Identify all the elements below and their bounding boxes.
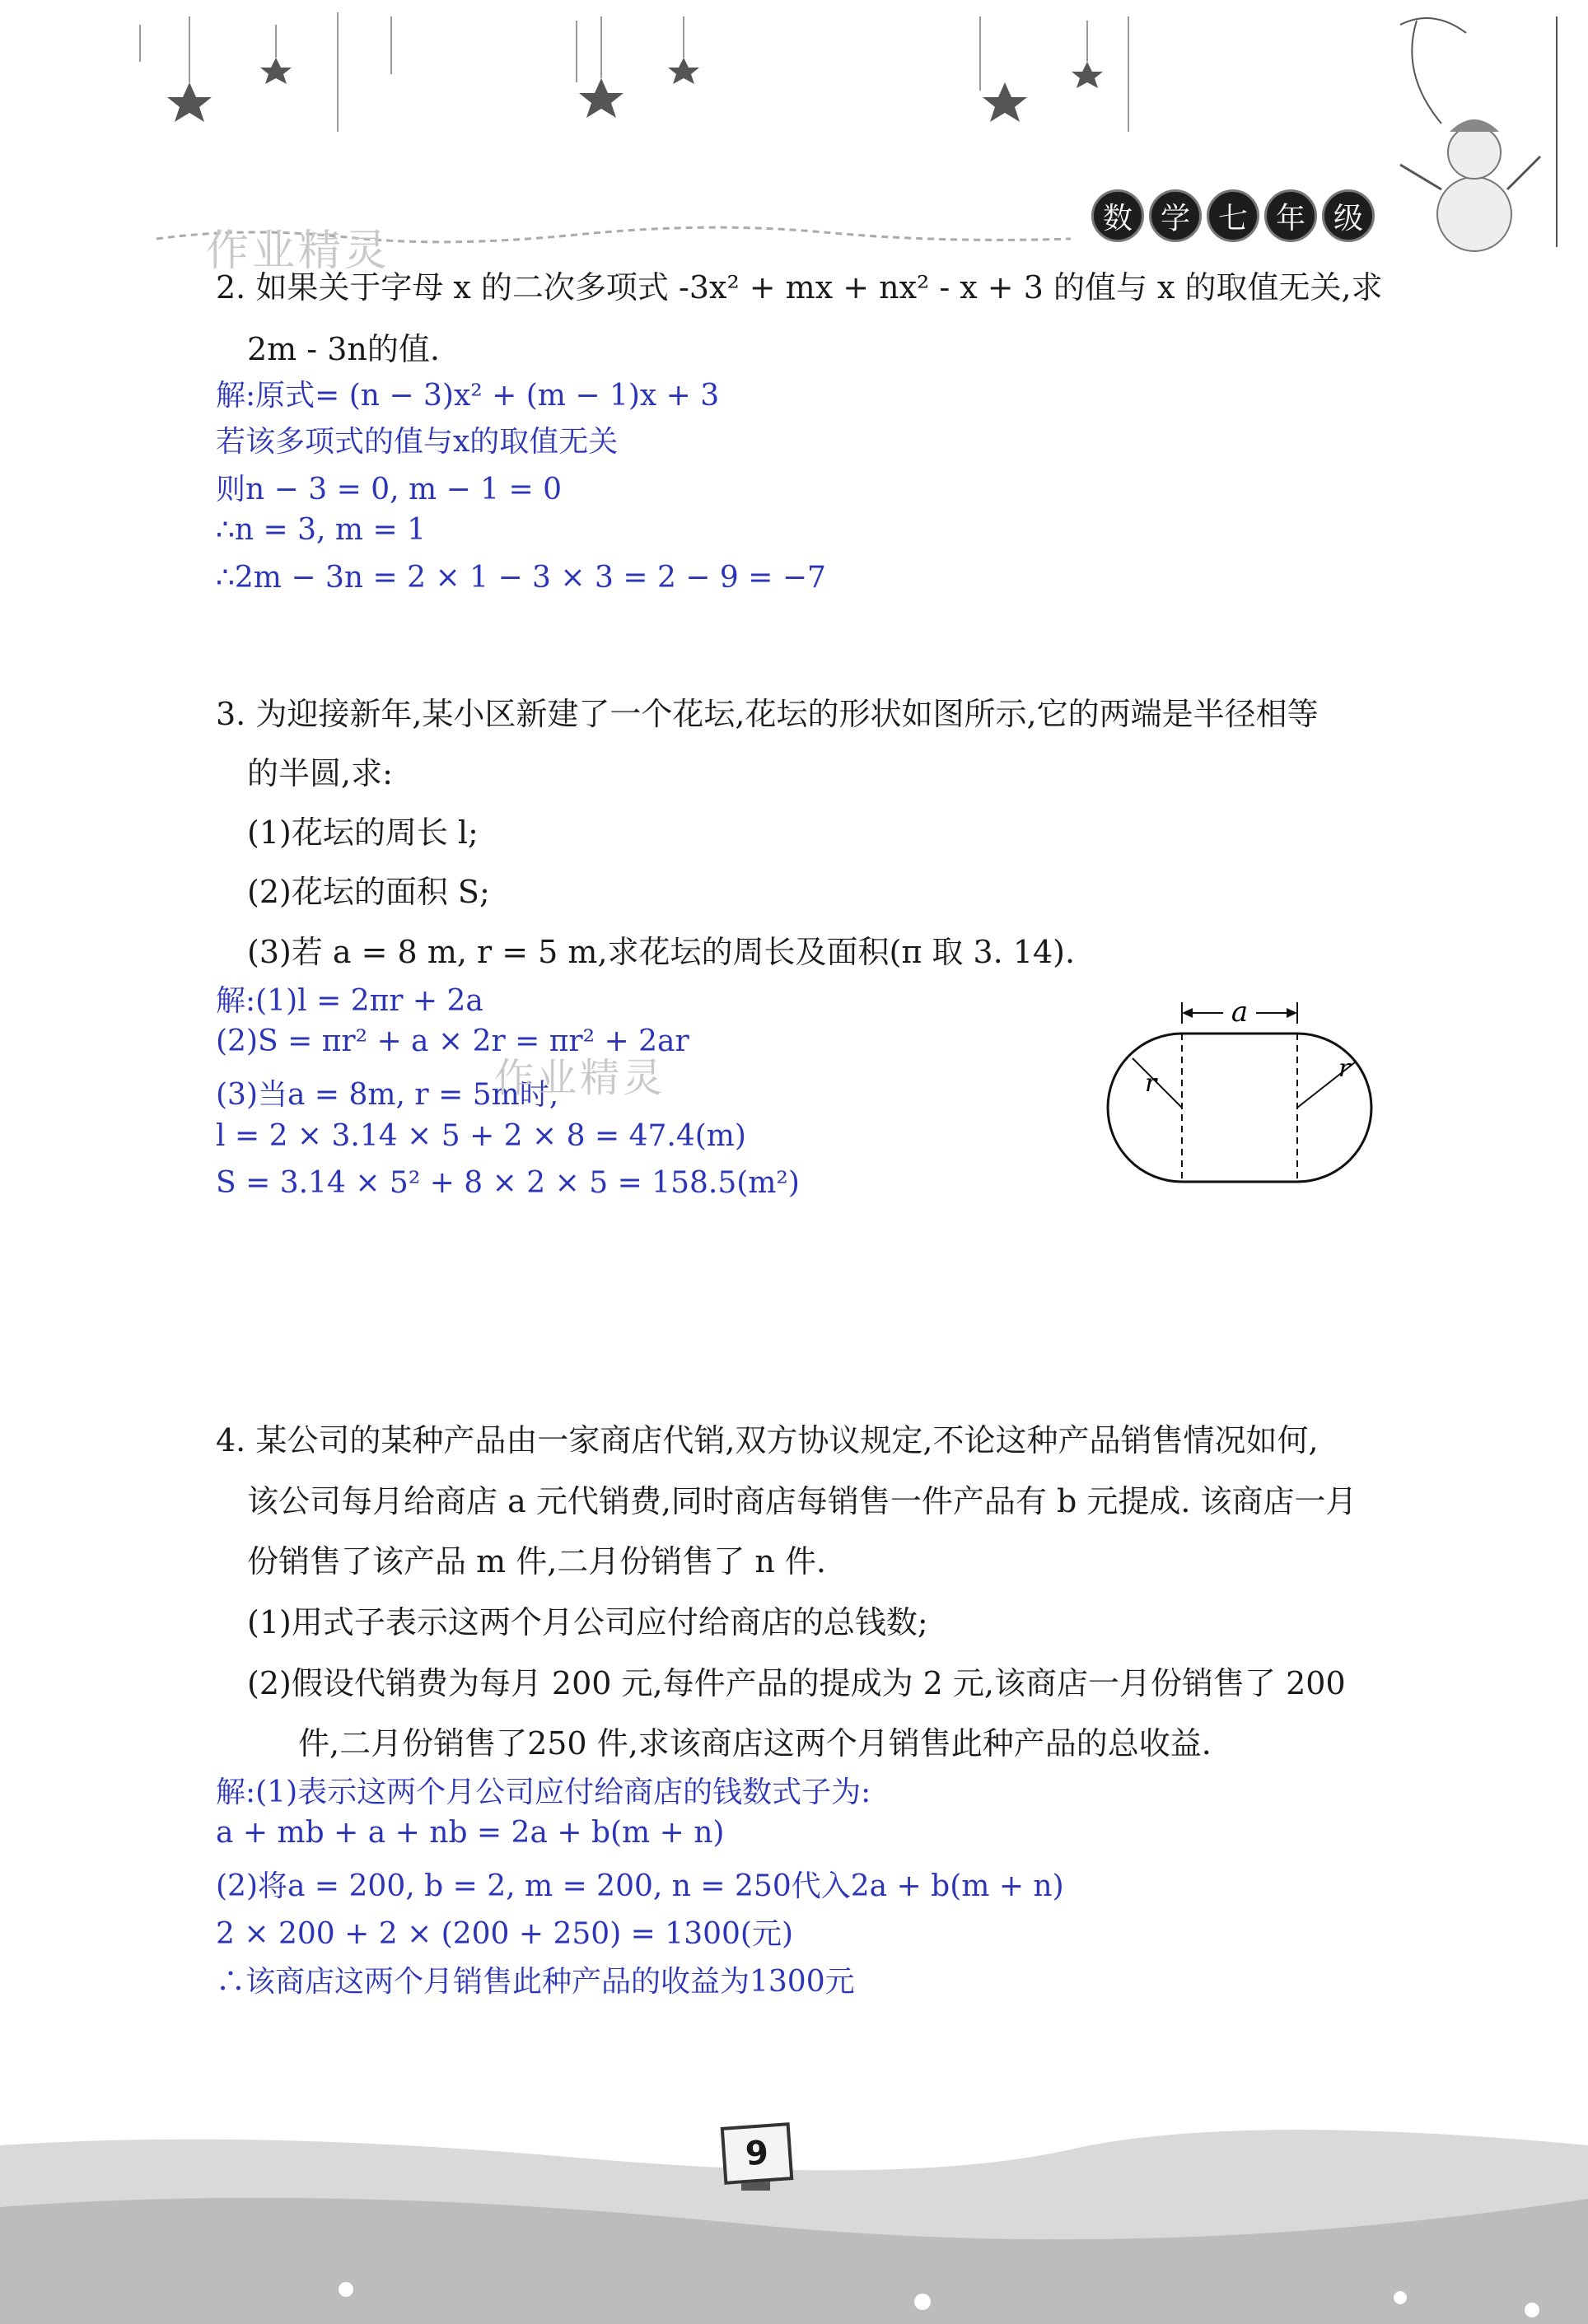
page-number: 9 [721,2122,794,2185]
q3-line1: 3. 为迎接新年,某小区新建了一个花坛,花坛的形状如图所示,它的两端是半径相等 [216,696,1319,732]
q4-line2: 该公司每月给商店 a 元代销费,同时商店每销售一件产品有 b 元提成. 该商店一月 [247,1483,1357,1519]
q4-line3: 份销售了该产品 m 件,二月份销售了 n 件. [247,1543,826,1580]
badge-char: 级 [1322,189,1375,242]
q3-sub1: (1)花坛的周长 l; [247,814,479,851]
q3-line2: 的半圆,求: [247,755,393,791]
q2-answer-line: 则n − 3 = 0, m − 1 = 0 [216,473,563,506]
q3-answer-line: (3)当a = 8m, r = 5m时, [216,1078,559,1112]
label-r-left: r [1145,1069,1157,1098]
q3-sub2: (2)花坛的面积 S; [247,874,490,910]
q4-line1: 4. 某公司的某种产品由一家商店代销,双方协议规定,不论这种产品销售情况如何, [216,1422,1319,1458]
flower-bed-figure [1087,984,1408,1206]
q3-answer-line: l = 2 × 3.14 × 5 + 2 × 8 = 47.4(m) [216,1119,746,1153]
q4-answer-line: a + mb + a + nb = 2a + b(m + n) [216,1816,725,1850]
q4-answer-line: ∴该商店这两个月销售此种产品的收益为1300元 [216,1965,855,1999]
q4-sub2b: 件,二月份销售了250 件,求该商店这两个月销售此种产品的总收益. [298,1725,1212,1762]
q3-sub3: (3)若 a = 8 m, r = 5 m,求花坛的周长及面积(π 取 3. 14). [247,934,1076,970]
label-a: a [1231,996,1249,1029]
watermark: 作业精灵 [494,1055,666,1101]
q3-answer-line: (2)S = πr² + a × 2r = πr² + 2ar [216,1024,689,1058]
q2-answer-line: 若该多项式的值与x的取值无关 [216,425,619,459]
q2-answer-line: 解:原式= (n − 3)x² + (m − 1)x + 3 [216,379,720,413]
footer-snow-decoration [0,2108,1588,2324]
badge-char: 数 [1091,189,1144,242]
label-r-right: r [1338,1054,1351,1083]
q2-line1: 2. 如果关于字母 x 的二次多项式 -3x² + mx + nx² - x + 3 的值与 x 的取值无关,求 [216,269,1383,306]
q2-answer-line: ∴n = 3, m = 1 [216,513,427,547]
q3-answer-line: S = 3.14 × 5² + 8 × 2 × 5 = 158.5(m²) [216,1166,800,1200]
q4-sub2a: (2)假设代销费为每月 200 元,每件产品的提成为 2 元,该商店一月份销售了 200 [247,1665,1346,1701]
badge-char: 七 [1207,189,1259,242]
q2-answer-line: ∴2m − 3n = 2 × 1 − 3 × 3 = 2 − 9 = −7 [216,561,826,595]
q4-answer-line: 解:(1)表示这两个月公司应付给商店的钱数式子为: [216,1776,871,1809]
badge-char: 学 [1149,189,1202,242]
grade-badge [1091,189,1375,242]
q4-sub1: (1)用式子表示这两个月公司应付给商店的总钱数; [247,1604,928,1640]
q2-line2: 2m - 3n的值. [247,331,440,367]
q4-answer-line: (2)将a = 200, b = 2, m = 200, n = 250代入2a + b(m + n) [216,1869,1064,1903]
q3-answer-line: 解:(1)l = 2πr + 2a [216,984,483,1018]
badge-char: 年 [1264,189,1317,242]
q4-answer-line: 2 × 200 + 2 × (200 + 250) = 1300(元) [216,1917,793,1951]
watermark: 作业精灵 [206,226,391,276]
